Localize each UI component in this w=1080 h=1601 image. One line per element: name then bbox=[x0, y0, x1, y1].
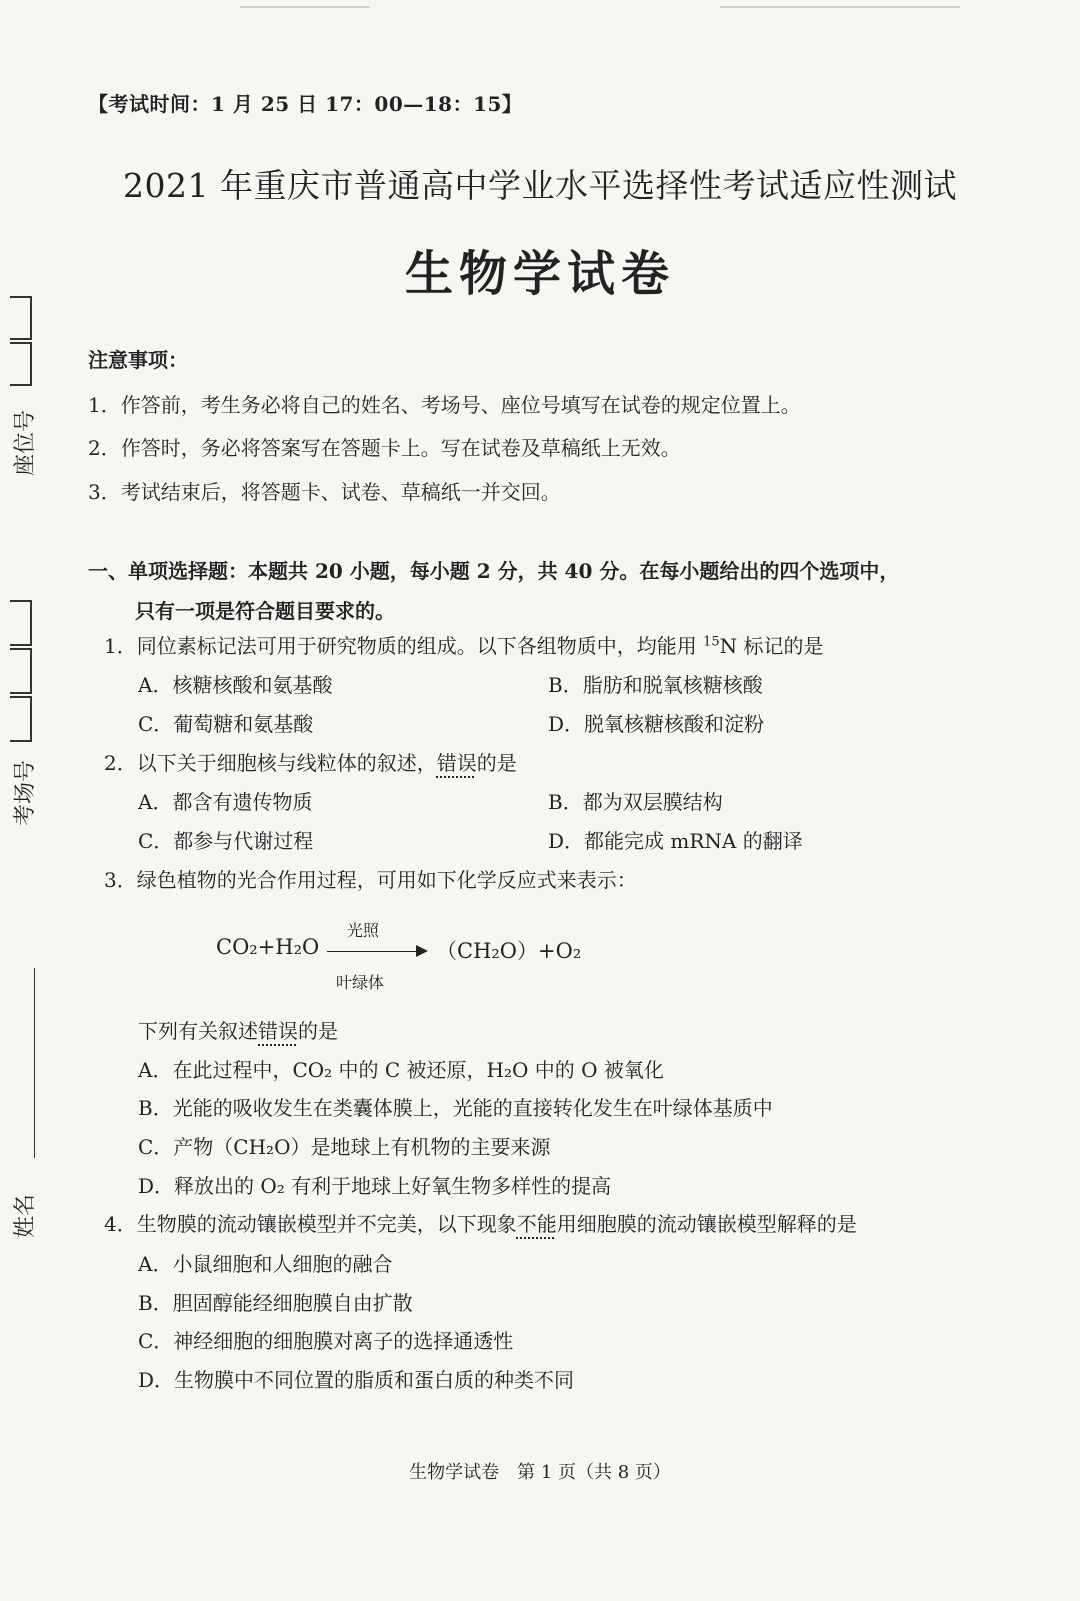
exam-title: 2021 年重庆市普通高中学业水平选择性考试适应性测试 bbox=[123, 166, 957, 205]
q3-sub-stem-text: 下列有关叙述 bbox=[138, 1019, 258, 1043]
q1-option-d: D．脱氧核糖核酸和淀粉 bbox=[548, 712, 765, 736]
q1-option-c: C．葡萄糖和氨基酸 bbox=[138, 712, 314, 736]
q1-stem-end: N 标记的是 bbox=[719, 634, 824, 658]
q4-option-d: D．生物膜中不同位置的脂质和蛋白质的种类不同 bbox=[138, 1368, 575, 1392]
q3-emphasis: 错误 bbox=[258, 1019, 298, 1043]
reaction-arrow-head bbox=[416, 945, 428, 957]
question-1 bbox=[104, 630, 824, 659]
q3-option-a: A．在此过程中，CO₂ 中的 C 被还原，H₂O 中的 O 被氧化 bbox=[138, 1058, 664, 1082]
q3-option-c: C．产物（CH₂O）是地球上有机物的主要来源 bbox=[138, 1135, 551, 1159]
q4-stem-end: 用细胞膜的流动镶嵌模型解释的是 bbox=[556, 1212, 857, 1236]
q4-emphasis: 不能 bbox=[516, 1212, 557, 1236]
question-3: 3．绿色植物的光合作用过程，可用如下化学反应式来表示： bbox=[104, 868, 637, 892]
q2-option-d: D．都能完成 mRNA 的翻译 bbox=[548, 829, 803, 853]
q2-stem-end: 的是 bbox=[476, 751, 517, 775]
question-4 bbox=[104, 1208, 857, 1237]
notice-item: 3．考试结束后，将答题卡、试卷、草稿纸一并交回。 bbox=[88, 480, 561, 504]
subject-title: 生物学试卷 bbox=[404, 246, 675, 302]
equation-condition-chloroplast: 叶绿体 bbox=[336, 973, 385, 992]
q3-option-b: B．光能的吸收发生在类囊体膜上，光能的直接转化发生在叶绿体基质中 bbox=[138, 1096, 773, 1120]
q4-stem: 4．生物膜的流动镶嵌模型并不完美，以下现象 bbox=[104, 1212, 517, 1236]
name-write-line bbox=[34, 968, 35, 1158]
notice-item: 2．作答时，务必将答案写在答题卡上。写在试卷及草稿纸上无效。 bbox=[88, 436, 681, 460]
page-footer: 生物学试卷 第 1 页（共 8 页） bbox=[409, 1462, 671, 1483]
scan-artifact bbox=[720, 6, 960, 8]
q2-option-b: B．都为双层膜结构 bbox=[548, 790, 723, 814]
q4-option-a: A．小鼠细胞和人细胞的融合 bbox=[138, 1252, 393, 1276]
exam-room-label: 考场号 bbox=[13, 759, 38, 826]
q2-option-c: C．都参与代谢过程 bbox=[138, 829, 314, 853]
q3-sub-stem bbox=[138, 1015, 338, 1044]
q1-option-b: B．脂肪和脱氧核糖核酸 bbox=[548, 673, 763, 697]
equation-right: （CH₂O）+O₂ bbox=[436, 939, 582, 963]
notice-heading: 注意事项： bbox=[88, 348, 188, 372]
equation-left: CO₂+H₂O bbox=[216, 935, 320, 959]
notice-item: 1．作答前，考生务必将自己的姓名、考场号、座位号填写在试卷的规定位置上。 bbox=[88, 393, 801, 417]
q2-option-a: A．都含有遗传物质 bbox=[138, 790, 313, 814]
q3-option-d: D．释放出的 O₂ 有利于地球上好氧生物多样性的提高 bbox=[138, 1174, 612, 1198]
q4-option-b: B．胆固醇能经细胞膜自由扩散 bbox=[138, 1291, 413, 1315]
name-label: 姓名 bbox=[13, 1193, 38, 1238]
question-2 bbox=[104, 747, 517, 776]
exam-time: 【考试时间：1 月 25 日 17：00—18：15】 bbox=[88, 92, 523, 116]
q2-stem: 2．以下关于细胞核与线粒体的叙述， bbox=[104, 751, 437, 775]
q2-emphasis: 错误 bbox=[436, 751, 477, 775]
section-heading-line1: 一、单项选择题：本题共 20 小题，每小题 2 分，共 40 分。在每小题给出的四个选项中， bbox=[88, 559, 900, 583]
seat-number-label: 座位号 bbox=[13, 409, 38, 476]
q4-option-c: C．神经细胞的细胞膜对离子的选择通透性 bbox=[138, 1329, 514, 1353]
q3-sub-stem-end: 的是 bbox=[298, 1019, 338, 1043]
q1-superscript: 15 bbox=[703, 634, 720, 650]
seat-boxes bbox=[10, 296, 32, 386]
equation-condition-light: 光照 bbox=[347, 921, 380, 940]
section-heading-line2: 只有一项是符合题目要求的。 bbox=[135, 599, 395, 623]
reaction-arrow bbox=[327, 951, 419, 952]
q1-stem: 1．同位素标记法可用于研究物质的组成。以下各组物质中，均能用 bbox=[104, 634, 704, 658]
scan-artifact bbox=[240, 6, 370, 8]
q1-option-a: A．核糖核酸和氨基酸 bbox=[138, 673, 333, 697]
room-boxes bbox=[10, 600, 32, 742]
section-heading bbox=[88, 551, 988, 631]
